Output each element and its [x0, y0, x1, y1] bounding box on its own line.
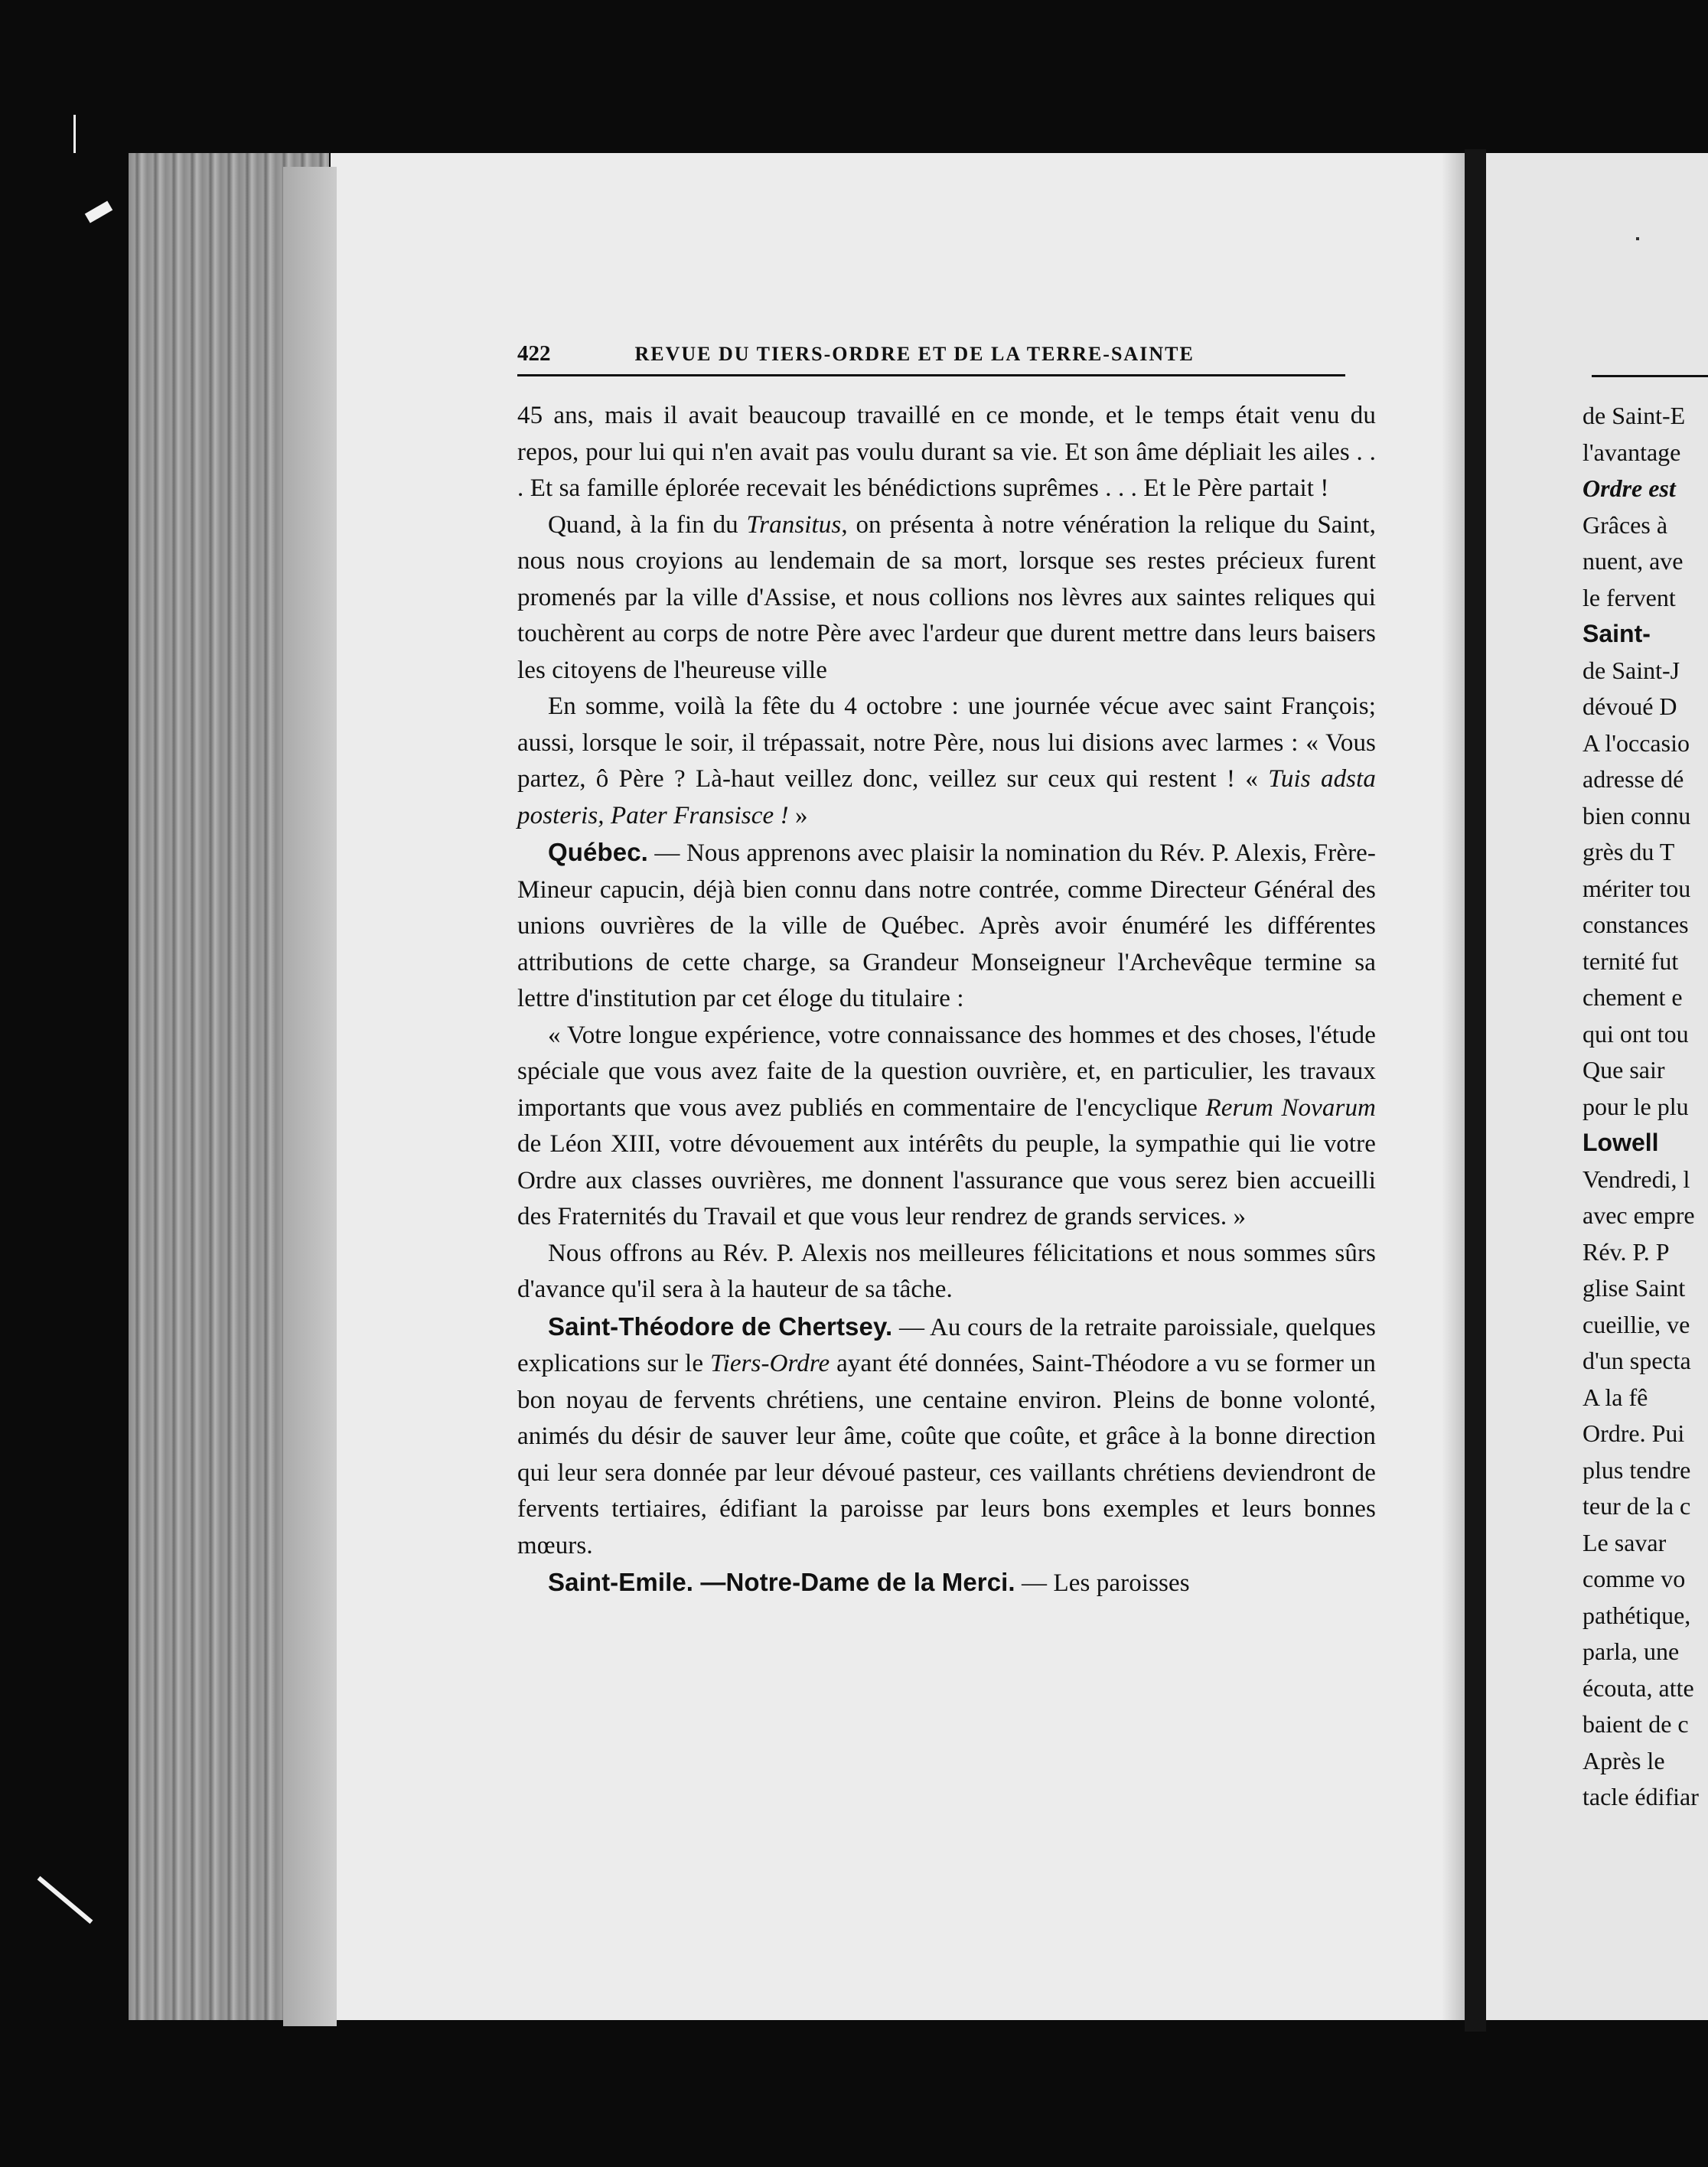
section-lead: Saint-Théodore de Chertsey.	[548, 1312, 893, 1341]
right-line: le fervent	[1583, 583, 1676, 611]
right-line: de Saint-E	[1583, 402, 1686, 429]
latin-quote: Tuis adsta posteris, Pater Fransisce !	[517, 765, 1376, 829]
right-line: Que sair	[1583, 1056, 1665, 1084]
right-line: grès du T	[1583, 838, 1675, 865]
page-shadow	[1442, 153, 1465, 2020]
right-line: adresse dé	[1583, 765, 1684, 793]
paragraph-text: En somme, voilà la fête du 4 octobre : une journée vécue avec saint François; aussi, lorsque le soir, il trépassait, notre Père, nous lui disions avec larmes : « Vous partez, ô Père ? Là-haut veillez donc, veillez sur ceux qui restent ! «	[517, 692, 1376, 793]
right-line: teur de la c	[1583, 1492, 1691, 1520]
right-line: constances	[1583, 911, 1689, 938]
paragraph-text: 45 ans, mais il avait beaucoup travaillé en ce monde, et le temps était venu du repos, pour lui qui n'en avait pas voulu durant sa vie. Et son âme dépliait les ailes . . . Et sa famille éplorée recevait les bénédictions suprêmes . . . Et le Père partait !	[517, 402, 1376, 502]
italic-title: Tiers-Ordre	[709, 1350, 830, 1377]
right-line: Ordre est	[1583, 474, 1676, 502]
running-header	[517, 341, 1345, 376]
right-line: Ordre. Pui	[1583, 1419, 1685, 1447]
paragraph-text: de Léon XIII, votre dévouement aux intérêts du peuple, la sympathie qui lie votre Ordre aux classes ouvrières, me donnent l'assurance que vous serez bien accueilli des Fraternités du Travail et que vous leur rendrez de grands services. »	[517, 1130, 1376, 1230]
right-line: qui ont tou	[1583, 1019, 1689, 1048]
section-lead: Saint-Emile. —Notre-Dame de la Merci.	[548, 1568, 1015, 1596]
article-body	[517, 398, 1376, 1602]
right-line: Lowell	[1583, 1129, 1659, 1156]
speck	[85, 200, 112, 223]
right-line: baient de c	[1583, 1710, 1689, 1738]
right-line: Vendredi, l	[1583, 1165, 1690, 1193]
news-item-quebec	[517, 834, 1376, 1018]
right-line: d'un specta	[1583, 1347, 1691, 1374]
paragraph-text: Quand, à la fin du	[548, 510, 747, 539]
right-line: Après le	[1583, 1746, 1665, 1774]
paragraph	[517, 689, 1376, 834]
news-item-chertsey	[517, 1308, 1376, 1565]
right-line: Saint-	[1583, 620, 1651, 647]
right-line: parla, une	[1583, 1637, 1680, 1665]
right-line: glise Saint	[1583, 1274, 1686, 1302]
paragraph-text: ayant été données, Saint-Théodore a vu se former un bon noyau de fervents chrétiens, une centaine environ. Pleins de bonne volonté, animés du désir de sauver leur âme, coûte que coûte, et grâce à la bonne direction qui leur sera donnée par leur dévoué pasteur, ces vaillants chrétiens deviendront de fervents tertiaires, édifiant la paroisse par leurs bons exemples et leurs bonnes mœurs.	[517, 1350, 1377, 1559]
right-line: de Saint-J	[1583, 656, 1680, 684]
right-page-rule	[1592, 375, 1708, 377]
right-line: A la fê	[1583, 1383, 1648, 1411]
right-line: plus tendre	[1583, 1455, 1691, 1484]
speck	[73, 115, 76, 153]
running-title: REVUE DU TIERS-ORDRE ET DE LA TERRE-SAINTE	[634, 343, 1195, 365]
right-line: mériter tou	[1583, 874, 1691, 902]
right-line: bien connu	[1583, 801, 1691, 829]
right-line: nuent, ave	[1583, 547, 1684, 575]
right-line: pathétique,	[1583, 1601, 1691, 1629]
paragraph	[517, 507, 1376, 689]
italic-title: Transitus	[746, 510, 842, 539]
news-item-saint-emile	[517, 1564, 1376, 1602]
right-line: ternité fut	[1583, 947, 1679, 975]
right-line: tacle édifiar	[1583, 1783, 1699, 1810]
right-line: pour le plu	[1583, 1092, 1689, 1120]
italic-title: Rerum Novarum	[1205, 1093, 1376, 1122]
right-line: A l'occasio	[1583, 728, 1690, 757]
right-line: Grâces à	[1583, 510, 1668, 539]
paragraph	[517, 1236, 1376, 1308]
speck	[1636, 237, 1639, 240]
right-line: l'avantage	[1583, 438, 1681, 466]
section-lead: Québec.	[548, 838, 648, 866]
speck	[37, 1876, 93, 1924]
paragraph-text: « Votre longue expérience, votre connaissance des hommes et des choses, l'étude spéciale que vous avez faite de la question ouvrière, et, en particulier, les travaux importants que vous avez publiés en commentaire de l'encyclique	[517, 1021, 1376, 1122]
right-line: dévoué D	[1583, 692, 1677, 720]
right-line: avec empre	[1583, 1201, 1695, 1229]
right-page-text	[1583, 398, 1708, 1816]
right-line: Rév. P. P	[1583, 1237, 1670, 1266]
page-gutter	[283, 167, 337, 2026]
paragraph-text: »	[788, 801, 808, 829]
right-line: écouta, atte	[1583, 1673, 1694, 1702]
book-spine	[1465, 149, 1486, 2032]
paragraph-text: Nous offrons au Rév. P. Alexis nos meilleures félicitations et nous sommes sûrs d'avance qu'il sera à la hauteur de sa tâche.	[517, 1239, 1376, 1303]
right-line: cueillie, ve	[1583, 1310, 1690, 1338]
paragraph	[517, 398, 1376, 507]
page-number: 422	[517, 341, 551, 366]
right-line: comme vo	[1583, 1565, 1686, 1592]
paragraph-text: — Nous apprenons avec plaisir la nomination du Rév. P. Alexis, Frère-Mineur capucin, déjà bien connu dans notre contrée, comme Directeur Général des unions ouvrières de la ville de Québec. Après avoir énuméré les différentes attributions de cette charge, sa Grandeur Monseigneur l'Archevêque termine sa lettre d'institution par cet éloge du titulaire :	[517, 839, 1376, 1012]
paragraph-text: — Les paroisses	[1015, 1569, 1190, 1597]
right-line: Le savar	[1583, 1528, 1667, 1556]
right-line: chement e	[1583, 983, 1683, 1011]
quotation-paragraph	[517, 1018, 1376, 1236]
paragraph-text: — Au cours de la retraite paroissiale, quelques explications sur le	[517, 1313, 1376, 1377]
paragraph-text: , on présenta à notre vénération la relique du Saint, nous nous croyions au lendemain de sa mort, lorsque ses restes précieux furent promenés par la ville d'Assise, et nous collions nos lèvres aux saintes reliques qui touchèrent au corps de notre Père avec l'ardeur que durent mettre dans leurs baisers les citoyens de l'heureuse ville	[517, 510, 1377, 684]
